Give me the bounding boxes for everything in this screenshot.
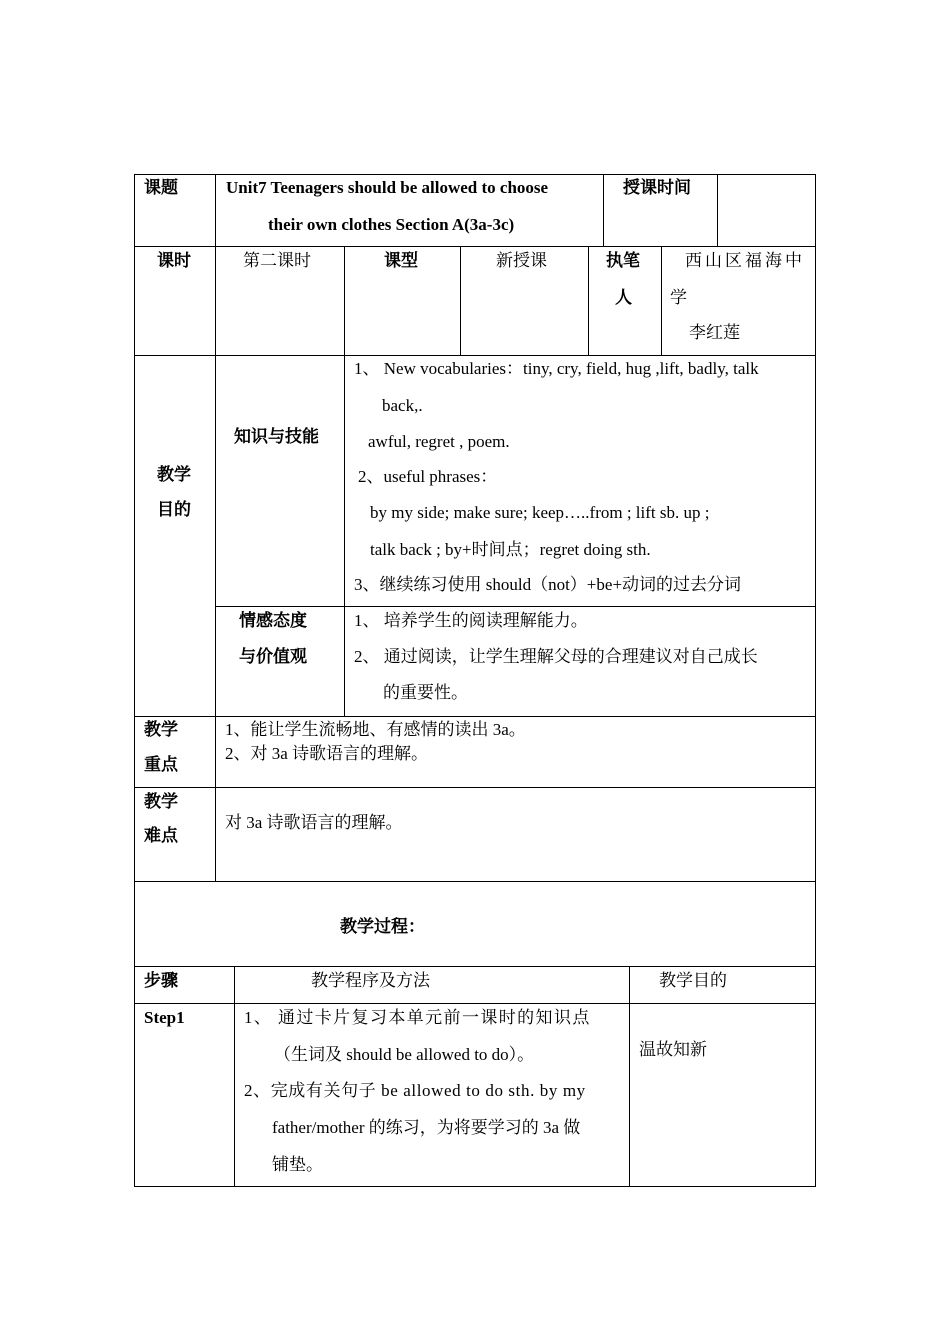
table-border	[134, 966, 816, 967]
topic-title-line1: Unit7 Teenagers should be allowed to choose	[226, 178, 549, 197]
type-label: 课型	[384, 251, 418, 270]
knowledge-line: talk back ; by+时间点；regret doing sth.	[370, 540, 651, 559]
table-border	[134, 1003, 816, 1004]
objectives-label: 目的	[157, 500, 191, 519]
knowledge-line: 1、 New vocabularies：tiny, cry, field, hug ,lift, badly, talk	[354, 359, 759, 378]
key-points-label: 重点	[144, 755, 178, 774]
emotion-line: 2、 通过阅读，让学生理解父母的合理建议对自己成长	[354, 647, 758, 666]
emotion-line: 的重要性。	[383, 683, 468, 702]
key-points-label: 教学	[144, 720, 178, 739]
table-border	[134, 787, 816, 788]
table-border	[588, 246, 589, 355]
table-border	[134, 716, 816, 717]
col-purpose-header: 教学目的	[659, 971, 727, 990]
col-method-header: 教学程序及方法	[311, 971, 430, 990]
type-value: 新授课	[496, 251, 547, 270]
school-name: 西山区福海中	[685, 251, 805, 270]
step1-line: 1、 通过卡片复习本单元前一课时的知识点	[244, 1008, 591, 1027]
table-border	[815, 174, 816, 1187]
topic-title-line2: their own clothes Section A(3a-3c)	[268, 215, 515, 234]
school-name: 学	[670, 288, 687, 307]
difficulties-label: 教学	[144, 792, 178, 811]
table-border	[629, 966, 630, 1186]
objectives-label: 教学	[157, 465, 191, 484]
table-border	[134, 355, 816, 356]
table-border	[215, 174, 216, 246]
table-border	[603, 174, 604, 246]
emotion-line: 1、 培养学生的阅读理解能力。	[354, 611, 588, 630]
table-border	[344, 355, 345, 716]
step1-line: 铺垫。	[272, 1155, 323, 1174]
period-label: 课时	[157, 251, 191, 270]
key-point-line: 1、能让学生流畅地、有感情的读出 3a。	[225, 720, 526, 739]
table-border	[717, 174, 718, 246]
emotion-label: 与价值观	[239, 647, 307, 666]
table-border	[134, 174, 816, 175]
topic-label: 课题	[144, 178, 178, 197]
table-border	[215, 716, 216, 881]
knowledge-line: 3、继续练习使用 should（not）+be+动词的过去分词	[354, 575, 742, 594]
period-value: 第二课时	[243, 251, 311, 270]
knowledge-line: back,.	[382, 396, 423, 415]
step1-label: Step1	[144, 1008, 185, 1027]
emotion-label: 情感态度	[239, 611, 307, 630]
time-label: 授课时间	[623, 178, 691, 197]
table-border	[134, 881, 816, 882]
table-border	[215, 246, 216, 355]
step1-line: 2、完成有关句子 be allowed to do sth. by my	[244, 1081, 586, 1100]
table-border	[134, 174, 135, 1187]
table-border	[215, 355, 216, 716]
difficulties-label: 难点	[144, 826, 178, 845]
step1-line: father/mother 的练习，为将要学习的 3a 做	[272, 1118, 581, 1137]
author-label: 人	[615, 288, 632, 307]
knowledge-line: 2、useful phrases：	[358, 467, 498, 486]
knowledge-line: by my side; make sure; keep…..from ; lift sb. up ;	[370, 503, 710, 522]
table-border	[344, 246, 345, 355]
author-label: 执笔	[606, 251, 640, 270]
table-border	[134, 246, 816, 247]
key-point-line: 2、对 3a 诗歌语言的理解。	[225, 744, 429, 763]
table-border	[134, 1186, 816, 1187]
knowledge-label: 知识与技能	[234, 427, 319, 446]
table-border	[234, 966, 235, 1186]
table-border	[215, 606, 816, 607]
step1-purpose: 温故知新	[639, 1040, 707, 1059]
process-title: 教学过程：	[340, 917, 425, 936]
table-border	[661, 246, 662, 355]
table-border	[460, 246, 461, 355]
teacher-name: 李红莲	[689, 323, 740, 342]
difficulties-text: 对 3a 诗歌语言的理解。	[225, 813, 403, 832]
col-step-header: 步骤	[144, 971, 178, 990]
step1-line: （生词及 should be allowed to do）。	[274, 1045, 535, 1064]
knowledge-line: awful, regret , poem.	[368, 432, 510, 451]
